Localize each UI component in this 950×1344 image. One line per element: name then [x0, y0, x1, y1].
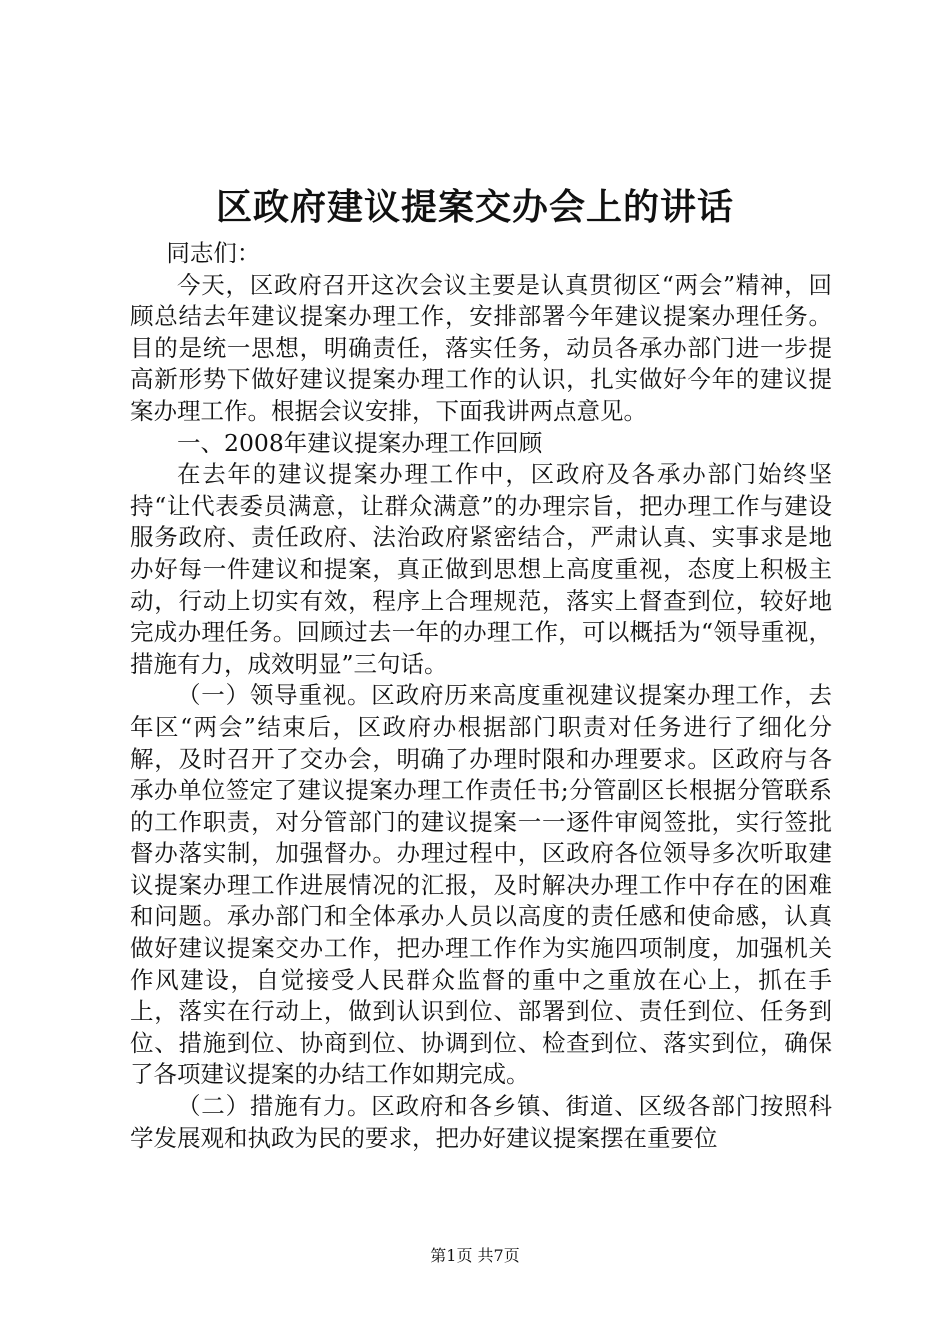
salutation-paragraph: 同志们：: [166, 239, 261, 267]
document-title: 区政府建议提案交办会上的讲话: [215, 186, 734, 228]
intro-paragraph: 今天，区政府召开这次会议主要是认真贯彻区“两会”精神，回顾总结去年建议提案办理工作，安排部署今年建议提案办理任务。目的是统一思想，明确责任，落实任务，动员各承办部门进一步提高新形势下做好建议提案办理工作的认识，扎实做好今年的建议提案办理工作。根据会议安排，下面我讲两点意见。: [130, 270, 832, 425]
measures-paragraph: （二）措施有力。区政府和各乡镇、街道、区级各部门按照科学发展观和执政为民的要求，把办好建议提案摆在重要位: [130, 1092, 832, 1152]
review-paragraph: 在去年的建议提案办理工作中，区政府及各承办部门始终坚持“让代表委员满意，让群众满意”的办理宗旨，把办理工作与建设服务政府、责任政府、法治政府紧密结合，严肃认真、实事求是地办好每一件建议和提案，真正做到思想上高度重视，态度上积极主动，行动上切实有效，程序上合理规范，落实上督查到位，较好地完成办理任务。回顾过去一年的办理工作，可以概括为“领导重视，措施有力，成效明显”三句话。: [130, 460, 832, 678]
document-body: [130, 238, 832, 1154]
leadership-paragraph: （一）领导重视。区政府历来高度重视建议提案办理工作，去年区“两会”结束后，区政府办根据部门职责对任务进行了细化分解，及时召开了交办会，明确了办理时限和办理要求。区政府与各承办单位签定了建议提案办理工作责任书;分管副区长根据分管联系的工作职责，对分管部门的建议提案一一逐件审阅签批，实行签批督办落实制，加强督办。办理过程中，区政府各位领导多次听取建议提案办理工作进展情况的汇报，及时解决办理工作中存在的困难和问题。承办部门和全体承办人员以高度的责任感和使命感，认真做好建议提案交办工作，把办理工作作为实施四项制度，加强机关作风建设，自觉接受人民群众监督的重中之重放在心上，抓在手上，落实在行动上，做到认识到位、部署到位、责任到位、任务到位、措施到位、协商到位、协调到位、检查到位、落实到位，确保了各项建议提案的办结工作如期完成。: [130, 681, 832, 1089]
section-heading: 一、2008年建议提案办理工作回顾: [177, 428, 543, 457]
page-number-footer: 第1页 共7页: [430, 1246, 520, 1265]
